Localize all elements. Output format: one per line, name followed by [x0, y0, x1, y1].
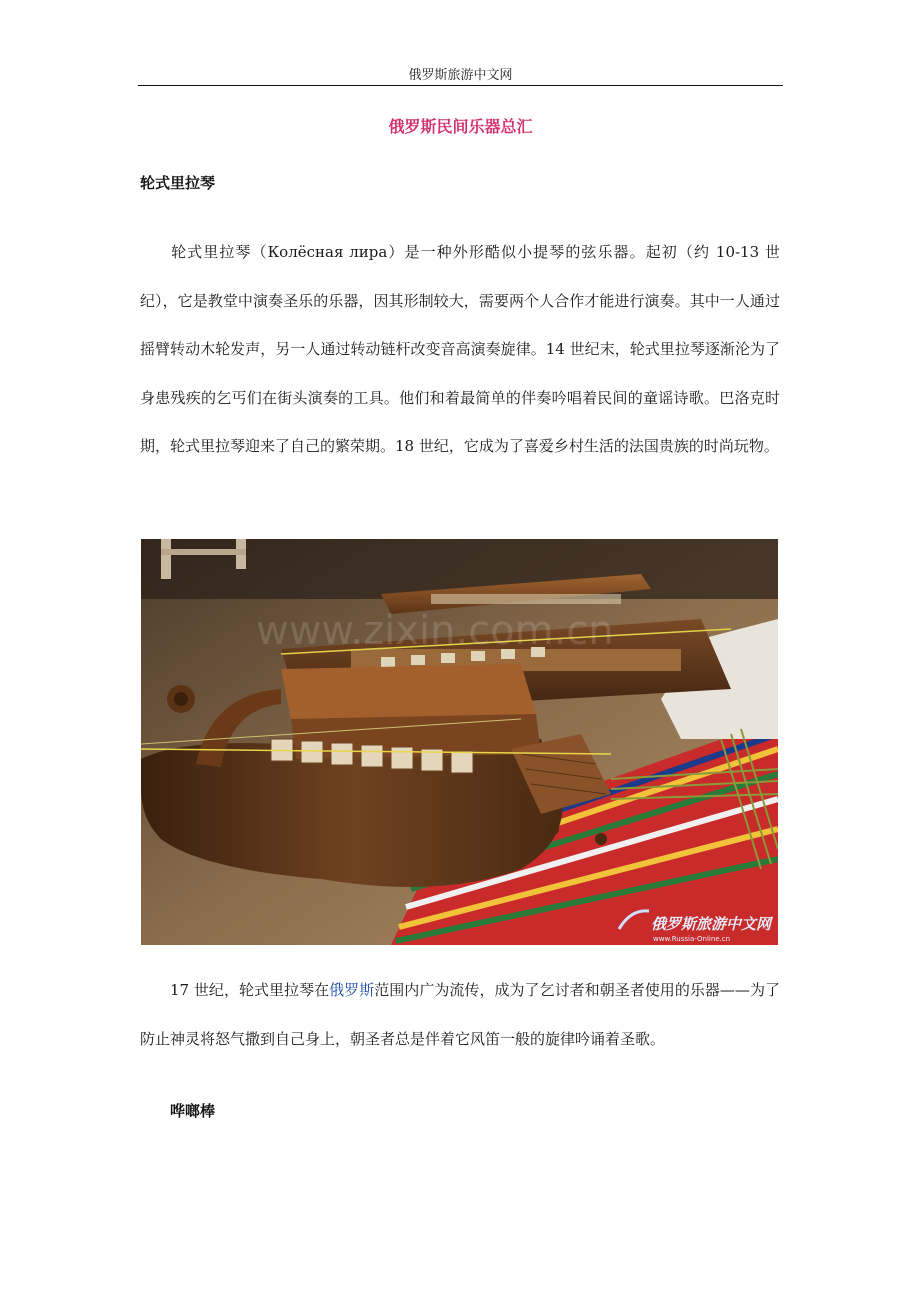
paragraph-russia-text-after: 范围内广为流传，成为了乞讨者和朝圣者使用的乐器——为了防止神灵将怒气撒到自己身上，朝圣者总是伴着它风笛一般的旋律吟诵着圣歌。	[140, 981, 780, 1048]
section-heading-hurdy-gurdy: 轮式里拉琴	[140, 174, 216, 192]
russia-link[interactable]: 俄罗斯	[329, 981, 375, 999]
photo-logo-url: www.Russia-Online.cn	[653, 935, 731, 943]
page-header-site-name: 俄罗斯旅游中文网	[408, 68, 513, 83]
paragraph-hurdy-gurdy-text: 轮式里拉琴（Колёсная лира）是一种外形酷似小提琴的弦乐器。起初（约 10-13 世纪），它是教堂中演奏圣乐的乐器，因其形制较大，需要两个人合作才能进行演奏。其中一人通过摇臂转动木轮发声，另一人通过转动链杆改变音高演奏旋律。14 世纪末，轮式里拉琴逐渐沦为了身患残疾的乞丐们在街头演奏的工具。他们和着最简单的伴奏吟唱着民间的童谣诗歌。巴洛克时期，轮式里拉琴迎来了自己的繁荣期。18 世纪，它成为了喜爱乡村生活的法国贵族的时尚玩物。	[140, 243, 780, 455]
paragraph-hurdy-gurdy	[140, 228, 780, 471]
paragraph-russia-spread	[140, 966, 780, 1063]
document-title: 俄罗斯民间乐器总汇	[388, 117, 533, 136]
hurdy-gurdy-photo	[141, 539, 778, 945]
header-rule	[138, 85, 783, 86]
photo-logo-text: 俄罗斯旅游中文网	[651, 915, 772, 933]
section-heading-rattle: 哗啷棒	[170, 1102, 216, 1120]
photo-watermark: www.zixin.com.cn	[256, 608, 614, 654]
paragraph-russia-text-before: 17 世纪，轮式里拉琴在	[170, 981, 330, 999]
